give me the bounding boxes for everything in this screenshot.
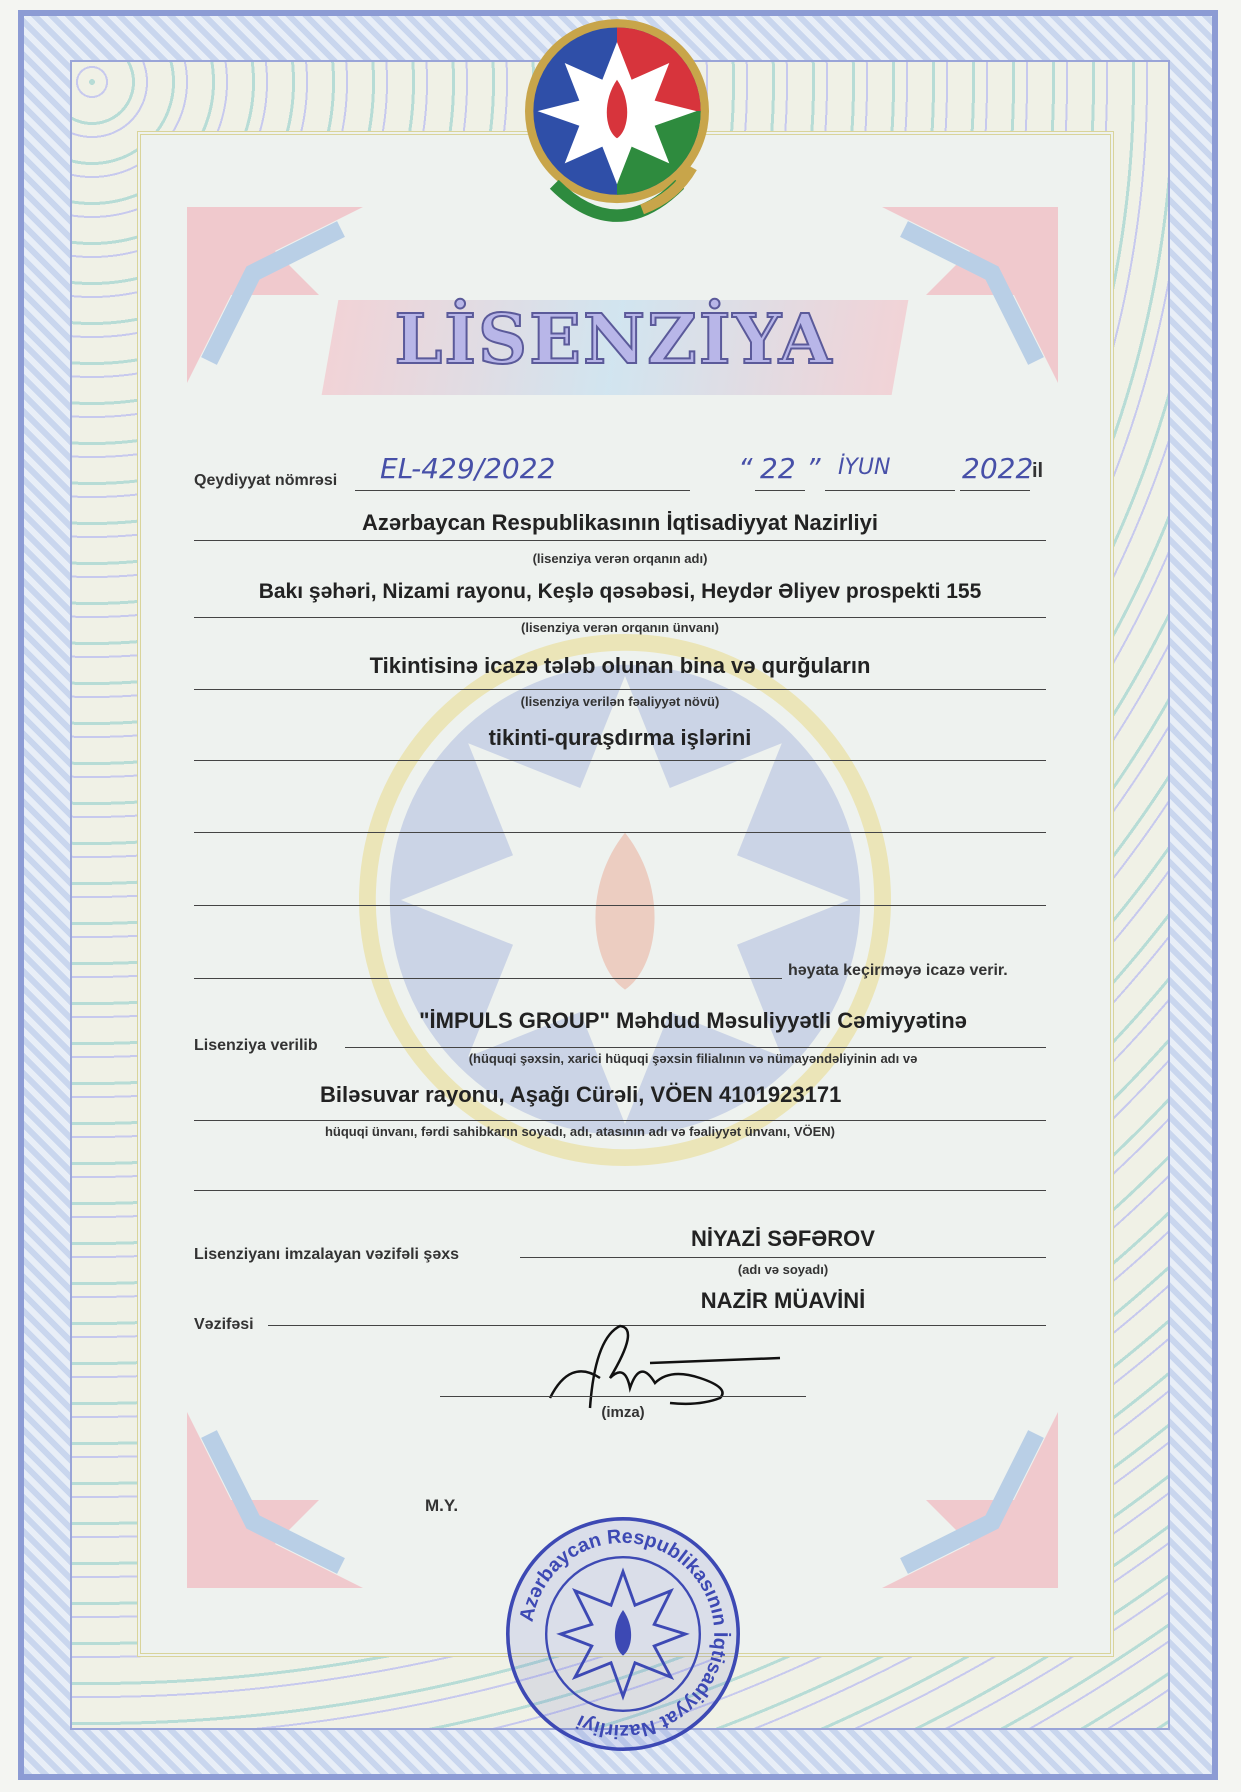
- open-quote: “: [738, 452, 753, 485]
- signature-icon: [530, 1318, 790, 1418]
- signatory-name: NİYAZİ SƏFƏROV: [691, 1226, 875, 1251]
- issuer-name-caption: (lisenziya verən orqanın adı): [532, 551, 708, 566]
- corner-ornament-icon: [860, 1390, 1080, 1610]
- registration-month: İYUN: [838, 455, 891, 480]
- licensee-address: Biləsuvar rayonu, Aşağı Cürəli, VÖEN 4101923171: [320, 1082, 842, 1107]
- licensee-name: "İMPULS GROUP" Məhdud Məsuliyyətli Cəmiyyətinə: [419, 1008, 967, 1033]
- issuer-name: Azərbaycan Respublikasının İqtisadiyyat Nazirliyi: [362, 510, 878, 535]
- activity-line-2: tikinti-quraşdırma işlərini: [488, 725, 752, 750]
- signatory-position: NAZİR MÜAVİNİ: [700, 1288, 866, 1313]
- registration-year: 2022: [962, 452, 1034, 485]
- corner-ornament-icon: [165, 1390, 385, 1610]
- stamp-text: Azərbaycan Respublikasının İqtisadiyyat Nazirliyi: [515, 1525, 732, 1743]
- position-label: Vəzifəsi: [194, 1316, 254, 1333]
- seal-place-label: M.Y.: [425, 1496, 459, 1515]
- signatory-label: Lisenziyanı imzalayan vəzifəli şəxs: [194, 1246, 460, 1263]
- issuer-address: Bakı şəhəri, Nizami rayonu, Keşlə qəsəbəsi, Heydər Əliyev prospekti 155: [258, 580, 982, 603]
- registration-label: Qeydiyyat nömrəsi: [194, 472, 338, 489]
- year-suffix: il: [1032, 460, 1044, 482]
- signatory-name-caption: (adı və soyadı): [737, 1262, 829, 1277]
- registration-day: 22: [760, 452, 796, 485]
- signature-caption: (imza): [601, 1404, 645, 1421]
- licensee-caption-1: (hüquqi şəxsin, xarici hüquqi şəxsin filialının və nümayəndəliyinin adı və: [468, 1051, 918, 1066]
- state-emblem-icon: [512, 17, 722, 247]
- licensee-caption-2: hüquqi ünvanı, fərdi sahibkarın soyadı, adı, atasının adı və fəaliyyət ünvanı, VÖEN): [324, 1124, 835, 1139]
- registration-number: EL-429/2022: [380, 452, 556, 485]
- document-title: LİSENZİYA: [394, 300, 834, 380]
- activity-suffix: həyata keçirməyə icazə verir.: [788, 962, 1008, 979]
- activity-caption: (lisenziya verilən fəaliyyət növü): [520, 694, 720, 709]
- close-quote: ”: [806, 452, 821, 485]
- issuer-address-caption: (lisenziya verən orqanın ünvanı): [521, 620, 719, 635]
- activity-line-1: Tikintisinə icazə tələb olunan bina və qurğuların: [369, 653, 871, 678]
- official-stamp: [503, 1514, 743, 1754]
- licensee-label: Lisenziya verilib: [194, 1037, 318, 1054]
